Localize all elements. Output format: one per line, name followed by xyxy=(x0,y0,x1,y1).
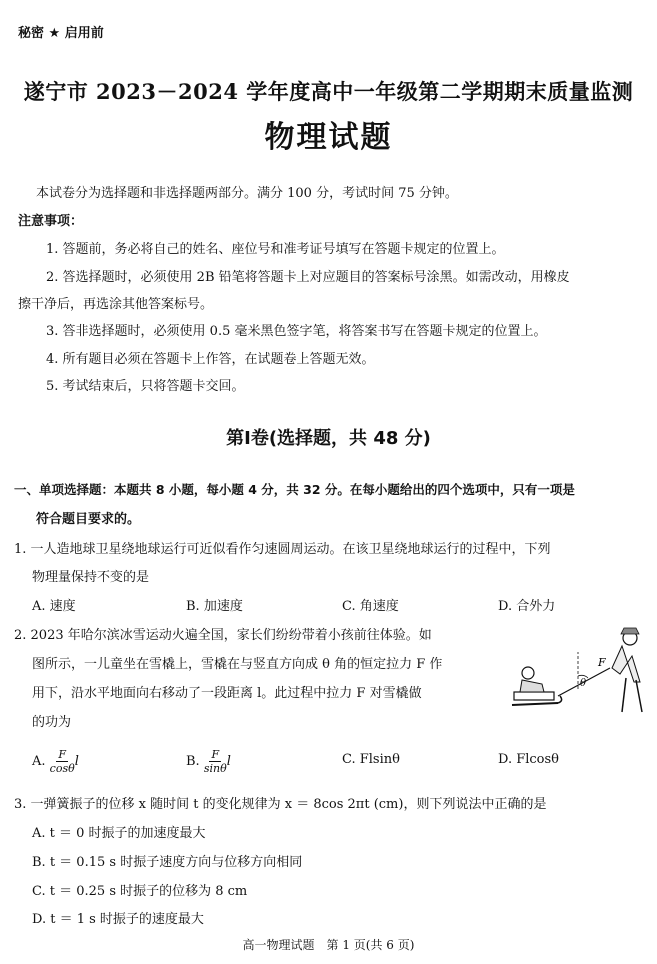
note-item-2-cont: 擦干净后，再选涂其他答案标号。 xyxy=(18,297,214,312)
q2-option-a-suffix: l xyxy=(74,754,79,769)
q1-option-d: D. 合外力 xyxy=(498,599,556,614)
notes-heading: 注意事项： xyxy=(18,214,84,229)
q1-option-c: C. 角速度 xyxy=(342,599,399,614)
q3-option-a: A. t ＝ 0 时振子的加速度最大 xyxy=(32,826,206,841)
q2-option-d: D. Flcosθ xyxy=(498,752,560,767)
sled-curve xyxy=(558,696,562,703)
exam-title: 遂宁市 2023－2024 学年度高中一年级第二学期期末质量监测 xyxy=(23,79,634,104)
q2-option-a-prefix: A. xyxy=(32,754,46,769)
q2-option-b-fraction xyxy=(204,748,227,775)
note-item-2: 2. 答选择题时，必须使用 2B 铅笔将答题卡上对应题目的答案标号涂黑。如需改动，用橡皮 xyxy=(46,270,570,285)
q3-option-c: C. t ＝ 0.25 s 时振子的位移为 8 cm xyxy=(32,884,248,899)
force-label: F xyxy=(598,656,606,669)
sled-body xyxy=(514,692,554,700)
adult-hat xyxy=(621,628,639,634)
q1-option-b: B. 加速度 xyxy=(186,599,243,614)
note-item-5: 5. 考试结束后，只将答题卡交回。 xyxy=(46,379,245,394)
q2-option-b xyxy=(186,748,231,775)
angle-label: θ xyxy=(580,678,587,689)
q2-stem-4: 的功为 xyxy=(32,715,72,730)
q2-option-a xyxy=(32,748,79,775)
note-item-3: 3. 答非选择题时，必须使用 0.5 毫米黑色签字笔，将答案书写在答题卡规定的位置上。 xyxy=(46,324,547,339)
page-footer: 高一物理试题 第 1 页(共 6 页) xyxy=(242,938,415,952)
q2-option-b-suffix: l xyxy=(226,754,231,769)
adult-body xyxy=(612,646,640,682)
subject-title: 物理试题 xyxy=(264,120,393,155)
part1-instructions: 一、单项选择题：本题共 8 小题，每小题 4 分，共 32 分。在每小题给出的四个选项中，只有一项是 xyxy=(14,482,575,497)
child-head xyxy=(522,667,534,679)
q2-option-a-denominator: cosθ xyxy=(49,762,75,775)
sled-runner xyxy=(512,703,558,705)
q3-option-d: D. t ＝ 1 s 时振子的速度最大 xyxy=(32,912,204,927)
q2-option-b-denominator: sinθ xyxy=(203,762,227,775)
q2-option-a-numerator: F xyxy=(58,748,67,761)
child-body xyxy=(520,680,544,692)
q1-stem: 1. 一人造地球卫星绕地球运行可近似看作匀速圆周运动。在该卫星绕地球运行的过程中，下列 xyxy=(14,542,551,557)
q1-stem-cont: 物理量保持不变的是 xyxy=(32,570,150,585)
adult-leg-front xyxy=(622,678,626,712)
q2-option-c: C. Flsinθ xyxy=(342,752,400,767)
q2-option-b-prefix: B. xyxy=(186,754,200,769)
q1-option-a: A. 速度 xyxy=(32,599,76,614)
q2-stem-1: 2. 2023 年哈尔滨冰雪运动火遍全国，家长们纷纷带着小孩前往体验。如 xyxy=(14,628,432,643)
sled-figure xyxy=(498,626,646,722)
note-item-1: 1. 答题前，务必将自己的姓名、座位号和准考证号填写在答题卡规定的位置上。 xyxy=(46,242,505,257)
secret-label: 秘密 ★ 启用前 xyxy=(18,26,104,41)
q2-stem-2: 图所示，一儿童坐在雪橇上，雪橇在与竖直方向成 θ 角的恒定拉力 F 作 xyxy=(32,657,443,672)
q2-option-a-fraction xyxy=(50,748,75,775)
q2-option-b-numerator: F xyxy=(211,748,220,761)
note-item-4: 4. 所有题目必须在答题卡上作答，在试题卷上答题无效。 xyxy=(46,352,375,367)
q3-option-b: B. t ＝ 0.15 s 时振子速度方向与位移方向相同 xyxy=(32,855,303,870)
part1-instructions-cont: 符合题目要求的。 xyxy=(36,512,141,527)
section-title: 第Ⅰ卷(选择题，共 48 分) xyxy=(226,428,431,449)
adult-leg-back xyxy=(636,680,642,712)
intro-text: 本试卷分为选择题和非选择题两部分。满分 100 分，考试时间 75 分钟。 xyxy=(36,186,458,201)
q2-stem-3: 用下，沿水平地面向右移动了一段距离 l。此过程中拉力 F 对雪橇做 xyxy=(32,686,422,701)
q3-stem: 3. 一弹簧振子的位移 x 随时间 t 的变化规律为 x ＝ 8cos 2πt (cm)，则下列说法中正确的是 xyxy=(14,797,547,812)
